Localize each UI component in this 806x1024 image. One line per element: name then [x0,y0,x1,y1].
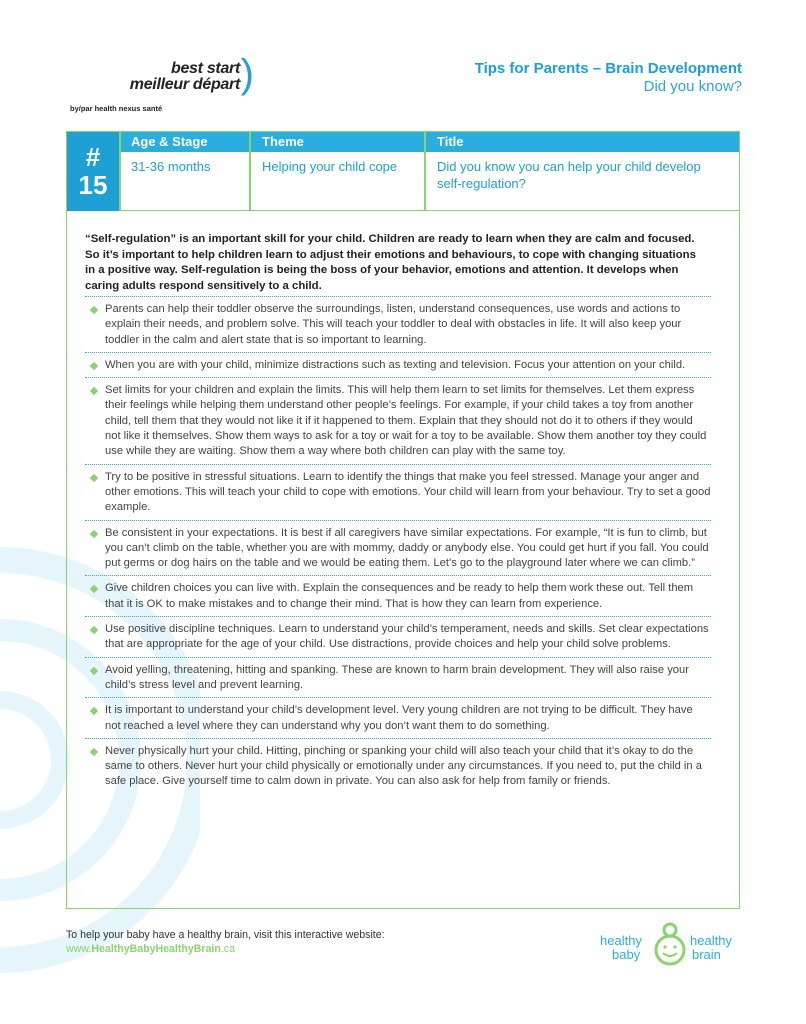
column-header-age: Age & Stage [131,134,208,149]
intro-paragraph: “Self-regulation” is an important skill for your child. Children are ready to learn when they are calm and focused. So it’s important to help children learn to adjust their emotions and behaviours, to cope with changing situations in a positive way. Self-regulation is being the boss of your behavior, emotions and attention. It develops when caring adults respond sensitively to a child. [85,233,696,292]
list-item [85,575,711,616]
column-header-title: Title [437,134,464,149]
diamond-bullet-icon [90,306,98,314]
logo-line1: best start [170,60,240,77]
tip-number-badge [67,132,119,211]
link-prefix: www. [66,943,92,955]
logo-byline: by/par health nexus santé [70,104,163,113]
title-value: Did you know you can help your child develop self-regulation? [437,159,701,191]
healthy-baby-healthy-brain-logo [596,920,746,970]
list-item [85,352,711,377]
logo-line2: meilleur départ [129,76,240,93]
card-header-row [119,132,739,152]
tips-list [85,296,711,794]
list-item [85,377,711,463]
list-item [85,657,711,698]
tip-text: Be consistent in your expectations. It is best if all caregivers have similar expectations. For example, “It is fun to climb, but you can’t climb on the table, whether you are with mommy, daddy or anybody else. You could get hurt if you fall. You could put germs or dog hairs on the table and we would be eating them. Let’s go to the playground later where we can climb.” [105,526,709,570]
logo-bracket-icon: ) [240,52,254,96]
tip-text: Avoid yelling, threatening, hitting and spanking. These are known to harm brain development. They will also raise your child’s stress level and prevent learning. [105,663,689,691]
age-stage-value: 31-36 months [131,159,211,174]
diamond-bullet-icon [90,626,98,634]
theme-value: Helping your child cope [262,159,398,174]
diamond-bullet-icon [90,473,98,481]
diamond-bullet-icon [90,707,98,715]
diamond-bullet-icon [90,362,98,370]
tip-card [66,131,740,909]
list-item [85,520,711,576]
list-item [85,738,711,794]
link-tld: .ca [220,943,235,955]
card-values-row [119,152,739,211]
column-header-theme: Theme [262,134,304,149]
list-item [85,296,711,352]
tip-text: It is important to understand your child’s development level. Very young children are not trying to be difficult. They have not reached a level where they can understand why you don’t want them to do something. [105,704,693,732]
diamond-bullet-icon [90,666,98,674]
tip-text: Set limits for your children and explain the limits. This will help them learn to set limits for themselves. Let them express their feelings while helping them understand other people’s feelings. For example, if your child takes a toy from another child, tell them that they would not like it if it happened to them. Explain that they should not do it to others if they would not like it themselves. Show them ways to ask for a toy or wait for a toy to be available. Show them another toy they could use while they are waiting. Show them a way where both children can play with the same toy. [105,384,707,458]
tip-text: When you are with your child, minimize distractions such as texting and television. Focus your attention on your child. [105,358,686,371]
logo-baby: baby [612,947,641,962]
list-item [85,616,711,657]
list-item [85,464,711,520]
tip-text: Use positive discipline techniques. Learn to understand your child’s temperament, needs and skills. Set clear expectations that are appropriate for the age of your child. Use distractions, provide choices and help your child solve problems. [105,623,709,651]
tip-hash: # [85,142,101,172]
diamond-bullet-icon [90,529,98,537]
tip-number: 15 [78,170,108,200]
link-site: HealthyBabyHealthyBrain [91,943,221,955]
diamond-bullet-icon [90,748,98,756]
best-start-logo [70,52,260,116]
tip-text: Never physically hurt your child. Hitting, pinching or spanking your child will also teach your child that it’s okay to do the same to others. Never hurt your child physically or emotionally under any circumstances. If you need to, put the child in a safe place. Give yourself time to calm down in private. You can also ask for help from family or friends. [105,744,702,788]
website-link[interactable] [66,943,235,955]
page-subtitle: Did you know? [643,78,742,95]
smiley-icon [652,922,688,968]
logo-healthy-left: healthy [600,933,642,948]
list-item [85,697,711,738]
tip-text: Give children choices you can live with. Explain the consequences and be ready to help them work these out. Tell them that it is OK to make mistakes and to change their mind. That is how they can learn from experience. [105,582,694,610]
tip-text: Try to be positive in stressful situations. Learn to identify the things that make you feel stressed. Manage your anger and other emotions. This will teach your child to cope with emotions. Your child will learn from your behaviour. Try to set a good example. [105,470,711,514]
footer-text: To help your baby have a healthy brain, visit this interactive website: [66,929,385,941]
page-title: Tips for Parents – Brain Development [474,60,742,77]
logo-brain: brain [692,947,721,962]
tip-text: Parents can help their toddler observe the surroundings, listen, understand consequences, use words and actions to explain their needs, and problem solve. This will teach your toddler to deal with obstacles in life. It will also keep your toddler in the calm and alert state that is so important to learning. [105,303,682,346]
diamond-bullet-icon [90,585,98,593]
diamond-bullet-icon [90,387,98,395]
logo-healthy-right: healthy [690,933,732,948]
